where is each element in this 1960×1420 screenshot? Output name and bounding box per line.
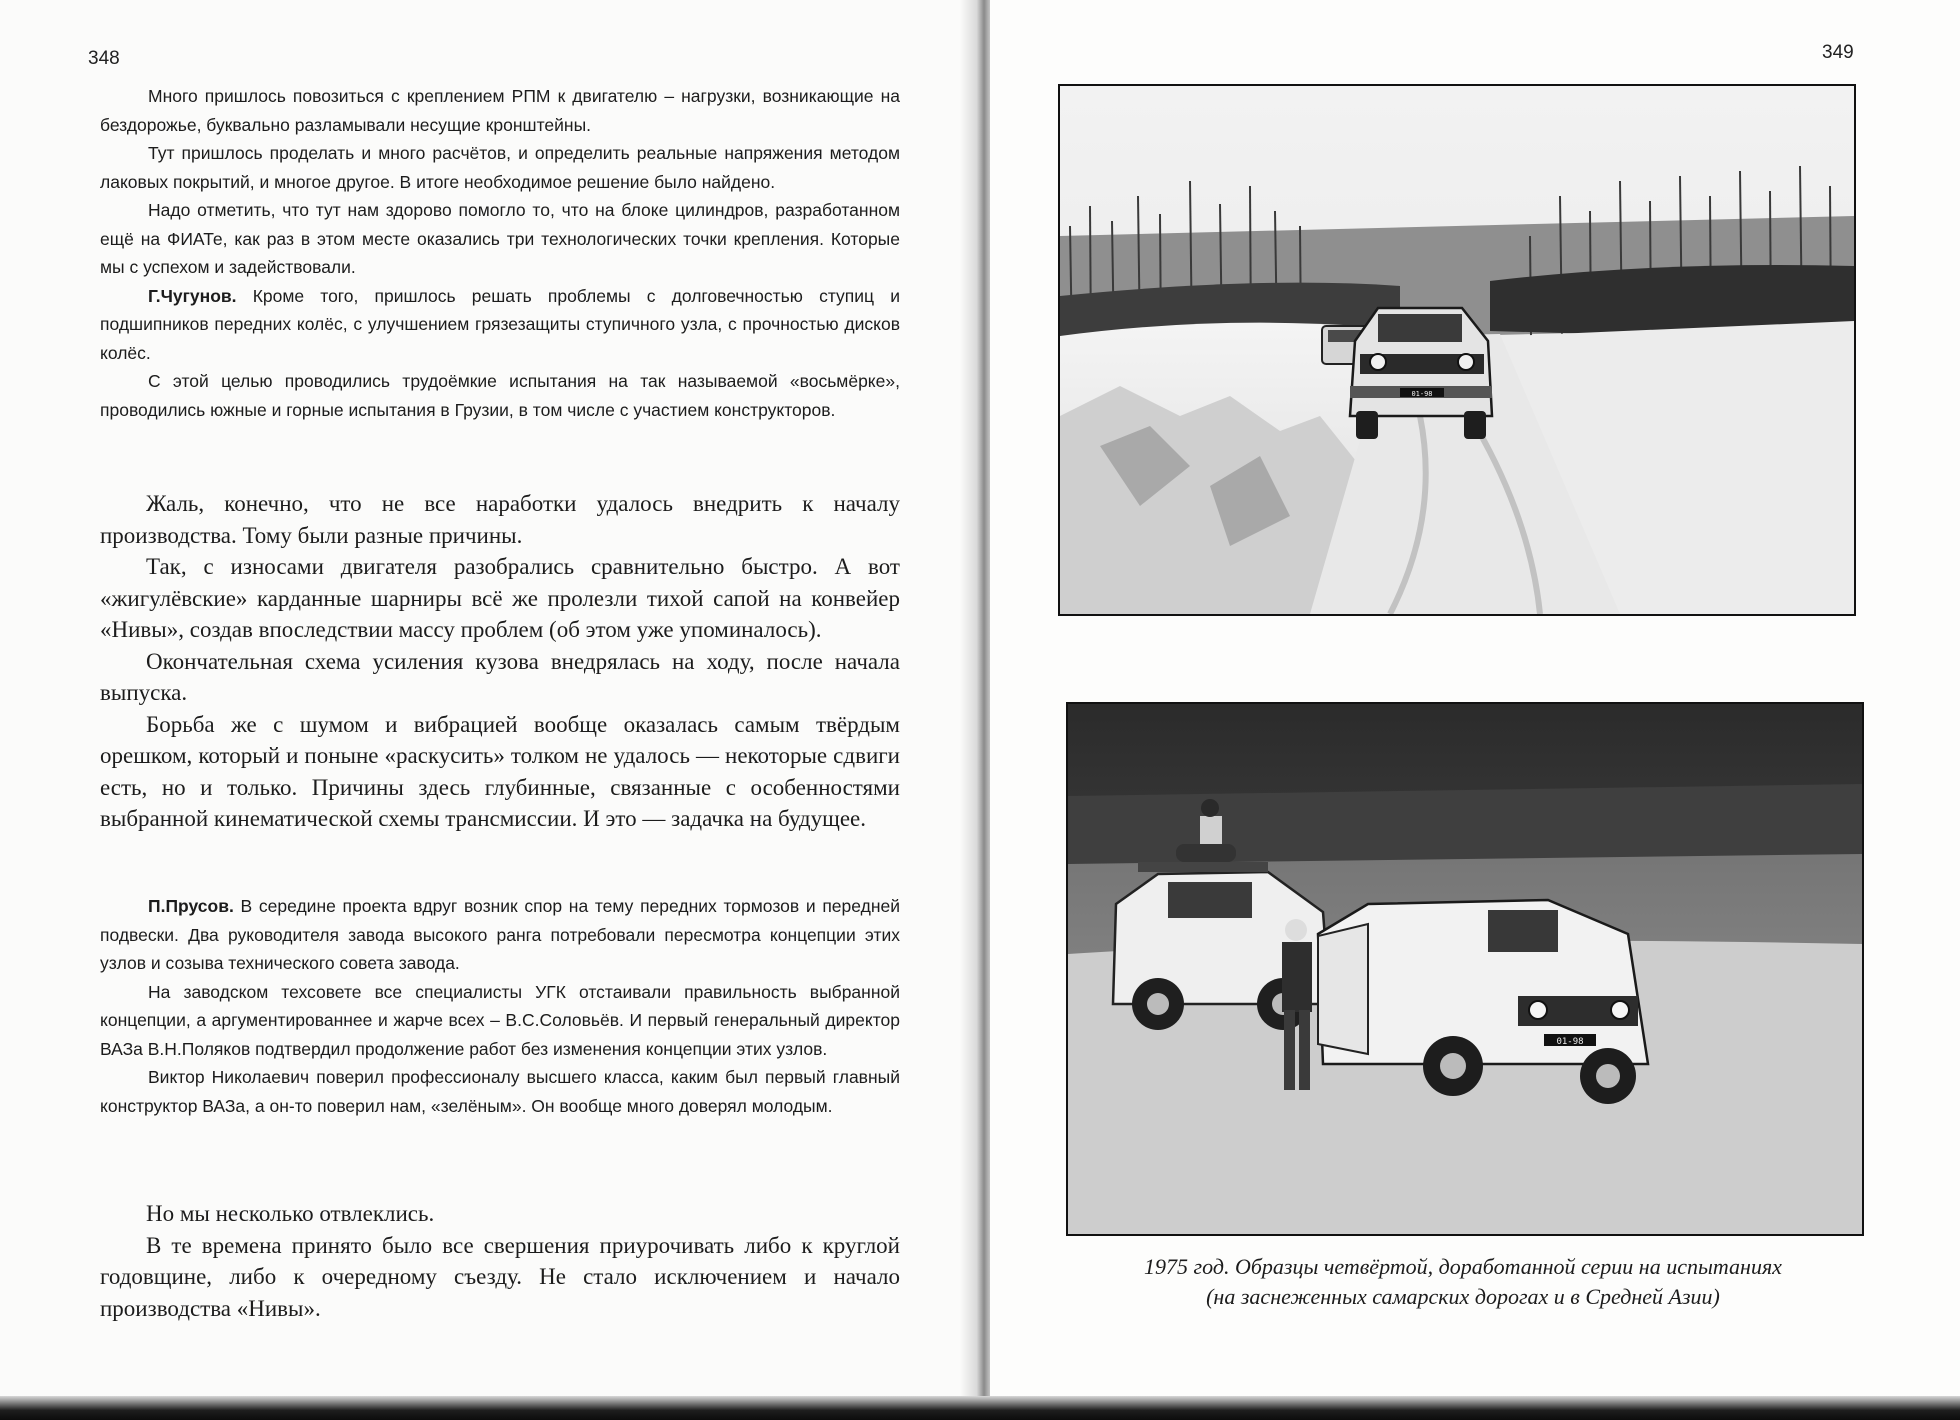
caption-line: (на заснеженных самарских дорогах и в Средней Азии)	[1206, 1284, 1720, 1309]
photo-snow-road	[1058, 84, 1856, 616]
paragraph: Борьба же с шумом и вибрацией вообще оказалась самым твёрдым орешком, который и поныне «раскусить» толком не удалось — некоторые сдвиги есть, но и только. Причины здесь глубинные, связанные с особенностями выбранной кинематической схемы трансмиссии. И это — задачка на будущее.	[100, 711, 900, 831]
paragraph: Г.Чугунов. Кроме того, пришлось решать проблемы с долговечностью ступиц и подшипников передних колёс, с улучшением грязезащиты ступичного узла, с прочностью дисков колёс.	[100, 285, 900, 363]
page-number-left: 348	[88, 48, 120, 69]
paragraph: Виктор Николаевич поверил профессионалу высшего класса, каким был первый главный конструктор ВАЗа, а он-то поверил нам, «зелёным». Он вообще много доверял молодым.	[100, 1067, 900, 1116]
license-plate: 01-98	[1411, 390, 1433, 398]
paragraph: С этой целью проводились трудоёмкие испытания на так называемой «восьмёрке», проводились южные и горные испытания в Грузии, в том числе с участием конструкторов.	[100, 371, 900, 420]
sans-block-2	[100, 892, 900, 1120]
paragraph: Так, с износами двигателя разобрались сравнительно быстро. А вот «жигулёвские» карданные шарниры всё же пролезли тихой сапой на конвейер «Нивы», создав впоследствии массу проблем (об этом уже упоминалось).	[100, 554, 900, 642]
paragraph: Много пришлось повозиться с креплением РПМ к двигателю – нагрузки, возникающие на бездорожье, буквально разламывали несущие кронштейны.	[100, 86, 900, 135]
caption-line: 1975 год. Образцы четвёртой, доработанной серии на испытаниях	[1144, 1254, 1782, 1279]
speaker-name: Г.Чугунов.	[148, 285, 237, 306]
paragraph: Жаль, конечно, что не все наработки удалось внедрить к началу производства. Тому были разные причины.	[100, 491, 900, 548]
speaker-name: П.Прусов.	[148, 896, 234, 916]
serif-block-2	[100, 1198, 900, 1324]
paragraph: Окончательная схема усиления кузова внедрялась на ходу, после начала выпуска.	[100, 648, 900, 705]
book-bottom-edge	[0, 1396, 1960, 1420]
paragraph: Но мы несколько отвлеклись.	[146, 1201, 435, 1226]
license-plate: 01-98	[1556, 1037, 1584, 1047]
paragraph: П.Прусов. В середине проекта вдруг возник спор на тему передних тормозов и передней подвески. Два руководителя завода высокого ранга потребовали пересмотра концепции этих узлов и созыва технического совета завода.	[100, 896, 900, 973]
photo-caption	[1066, 1252, 1860, 1312]
sans-block-1	[100, 82, 900, 424]
paragraph: Тут пришлось проделать и много расчётов, и определить реальные напряжения методом лаковых покрытий, и многое другое. В итоге необходимое решение было найдено.	[100, 143, 900, 192]
photo-desert	[1066, 702, 1864, 1236]
page-number-right: 349	[1822, 42, 1854, 63]
left-page	[0, 0, 975, 1420]
paragraph: Надо отметить, что тут нам здорово помогло то, что на блоке цилиндров, разработанном ещё на ФИАТе, как раз в этом месте оказались три технологических точки крепления. Которые мы с успехом и задействовали.	[100, 200, 900, 277]
serif-block-1	[100, 488, 900, 835]
paragraph: В те времена принято было все свершения приурочивать либо к круглой годовщине, либо к очередному съезду. Не стало исключением и начало производства «Нивы».	[100, 1232, 900, 1321]
paragraph: На заводском техсовете все специалисты УГК отстаивали правильность выбранной концепции, а аргументированнее и жарче всех – В.С.Соловьёв. И первый генеральный директор ВАЗа В.Н.Поляков подтвердил продолжение работ без изменения концепции этих узлов.	[100, 981, 900, 1059]
